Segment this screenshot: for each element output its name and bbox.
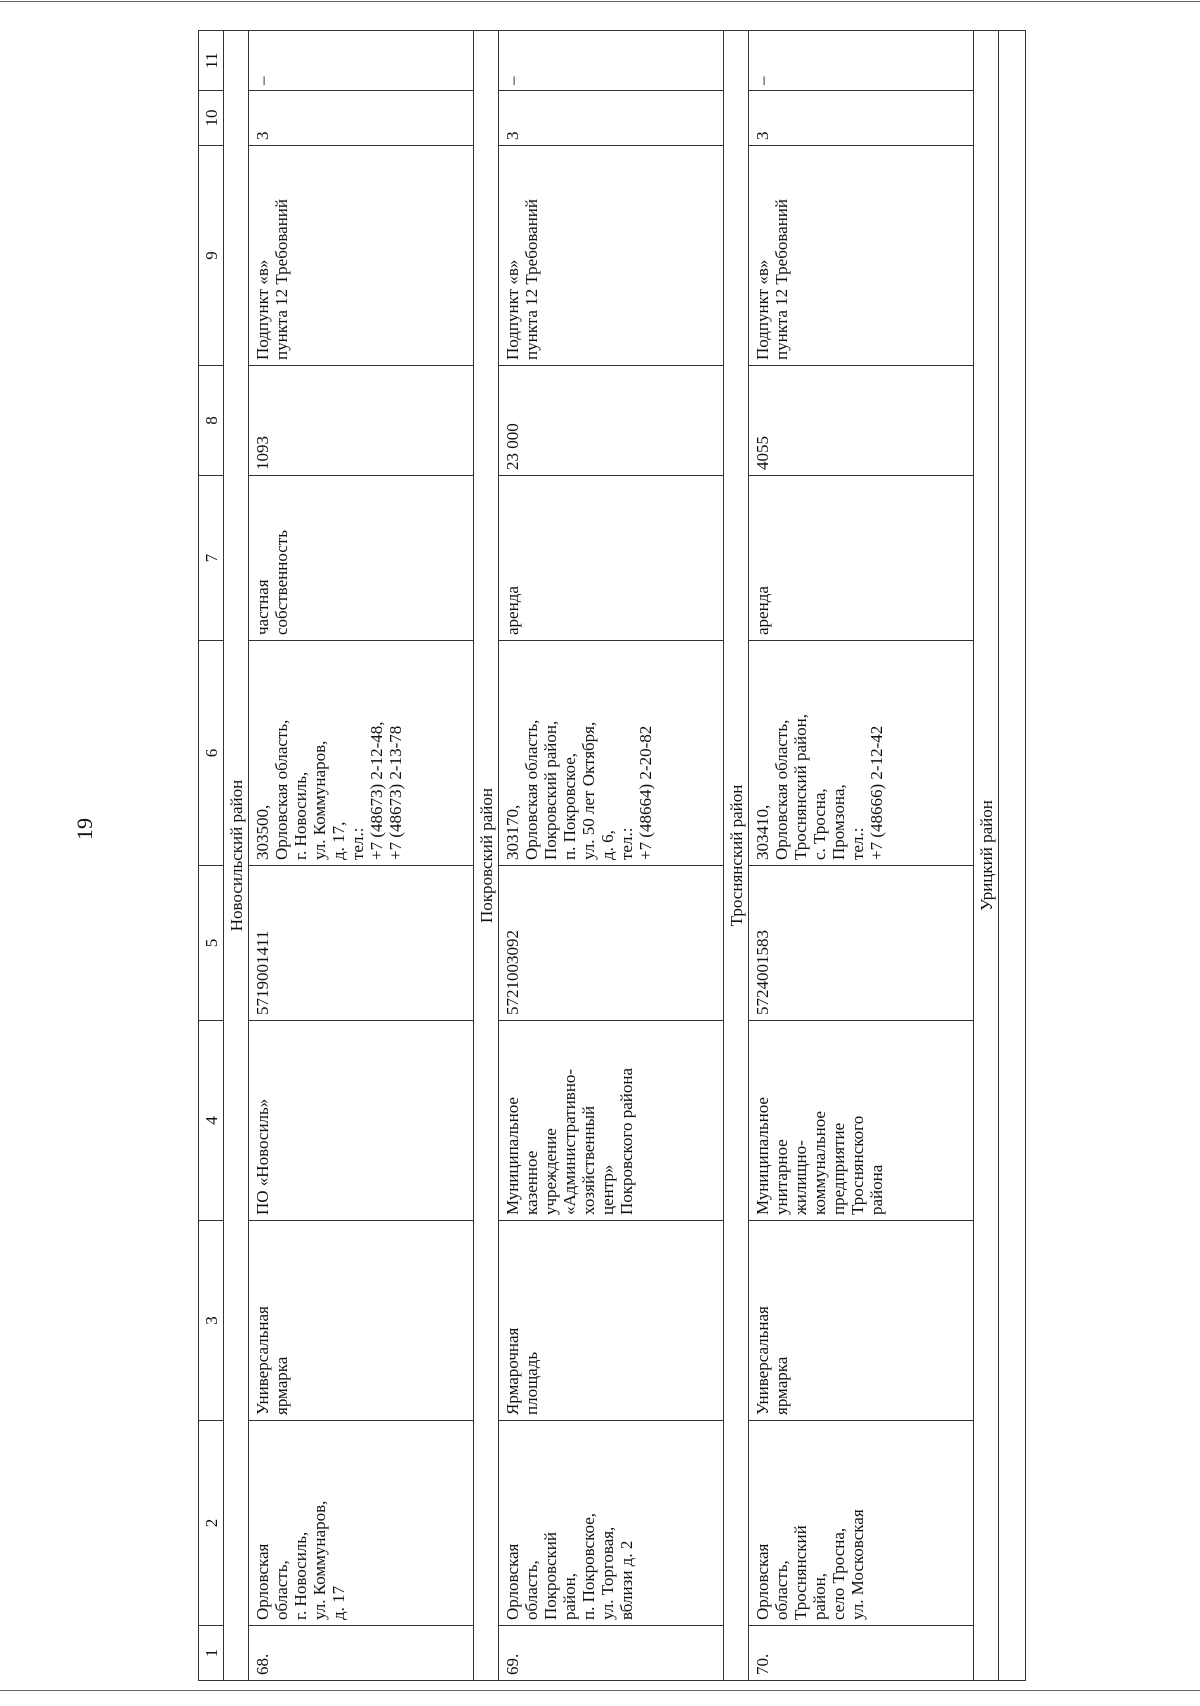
scan-edge-top	[0, 1, 1200, 2]
cell-inn: 5719001411	[249, 866, 474, 1021]
cell-col11: –	[249, 31, 474, 91]
cell-inn: 5724001583	[749, 866, 974, 1021]
header-col-10: 10	[199, 91, 224, 146]
table-row	[499, 31, 724, 1681]
cell-ownership: аренда	[749, 476, 974, 641]
cell-organizer: Муниципальное казенное учреждение «Административно- хозяйственный центр» Покровского района	[499, 1021, 724, 1221]
cell-organizer: Муниципальное унитарное жилищно- коммунальное предприятие Троснянского района	[749, 1021, 974, 1221]
header-row	[199, 31, 224, 1681]
section-row	[474, 31, 499, 1681]
fairs-table	[198, 30, 1026, 1681]
cell-col10: 3	[749, 91, 974, 146]
cell-inn: 5721003092	[499, 866, 724, 1021]
cell-location: Орловская область, Троснянский район, село Тросна, ул. Московская	[749, 1421, 974, 1626]
cell-col11: –	[749, 31, 974, 91]
header-col-11: 11	[199, 31, 224, 91]
cell-organizer: ПО «Новосиль»	[249, 1021, 474, 1221]
cell-location: Орловская область, Покровский район, п. Покровское, ул. Торговая, вблизи д. 2	[499, 1421, 724, 1626]
cell-address: 303170, Орловская область, Покровский район, п. Покровское, ул. 50 лет Октября, д. 6, тел.: +7 (48664) 2-20-82	[499, 641, 724, 866]
page-number: 19	[72, 818, 97, 840]
cell-address: 303410, Орловская область, Троснянский район, с. Тросна, Промзона, тел.: +7 (48666) 2-12-42	[749, 641, 974, 866]
table-row-continuation	[999, 31, 1026, 1681]
cell-requirement: Подпункт «в» пункта 12 Требований	[499, 146, 724, 366]
section-row	[724, 31, 749, 1681]
cell-fair-type: Универсальная ярмарка	[249, 1221, 474, 1421]
header-col-5: 5	[199, 866, 224, 1021]
cell-address: 303500, Орловская область, г. Новосиль, ул. Коммунаров, д. 17, тел.: +7 (48673) 2-12-48, +7 (48673) 2-13-78	[249, 641, 474, 866]
cell-ownership: частная собственность	[249, 476, 474, 641]
cell-col10: 3	[249, 91, 474, 146]
table-row	[749, 31, 974, 1681]
header-col-3: 3	[199, 1221, 224, 1421]
cell-location: Орловская область, г. Новосиль, ул. Коммунаров, д. 17	[249, 1421, 474, 1626]
cell-requirement: Подпункт «в» пункта 12 Требований	[249, 146, 474, 366]
table-continuation	[999, 31, 1026, 1681]
header-col-4: 4	[199, 1021, 224, 1221]
cell-area: 23 000	[499, 366, 724, 476]
scan-edge-bottom	[0, 1690, 1200, 1691]
section-row	[974, 31, 999, 1681]
header-col-2: 2	[199, 1421, 224, 1626]
district-heading: Покровский район	[474, 31, 499, 1681]
district-heading: Троснянский район	[724, 31, 749, 1681]
rotated-table-container	[198, 31, 996, 1681]
cell-col10: 3	[499, 91, 724, 146]
table-row	[249, 31, 474, 1681]
header-col-1: 1	[199, 1626, 224, 1681]
section-row	[224, 31, 249, 1681]
cell-col11: –	[499, 31, 724, 91]
header-col-6: 6	[199, 641, 224, 866]
header-col-9: 9	[199, 146, 224, 366]
cell-requirement: Подпункт «в» пункта 12 Требований	[749, 146, 974, 366]
district-heading: Урицкий район	[974, 31, 999, 1681]
cell-area: 4055	[749, 366, 974, 476]
cell-ownership: аренда	[499, 476, 724, 641]
district-heading: Новосильский район	[224, 31, 249, 1681]
cell-number: 69.	[499, 1626, 724, 1681]
header-col-8: 8	[199, 366, 224, 476]
cell-area: 1093	[249, 366, 474, 476]
header-col-7: 7	[199, 476, 224, 641]
cell-number: 70.	[749, 1626, 974, 1681]
cell-fair-type: Ярмарочная площадь	[499, 1221, 724, 1421]
cell-fair-type: Универсальная ярмарка	[749, 1221, 974, 1421]
cell-number: 68.	[249, 1626, 474, 1681]
